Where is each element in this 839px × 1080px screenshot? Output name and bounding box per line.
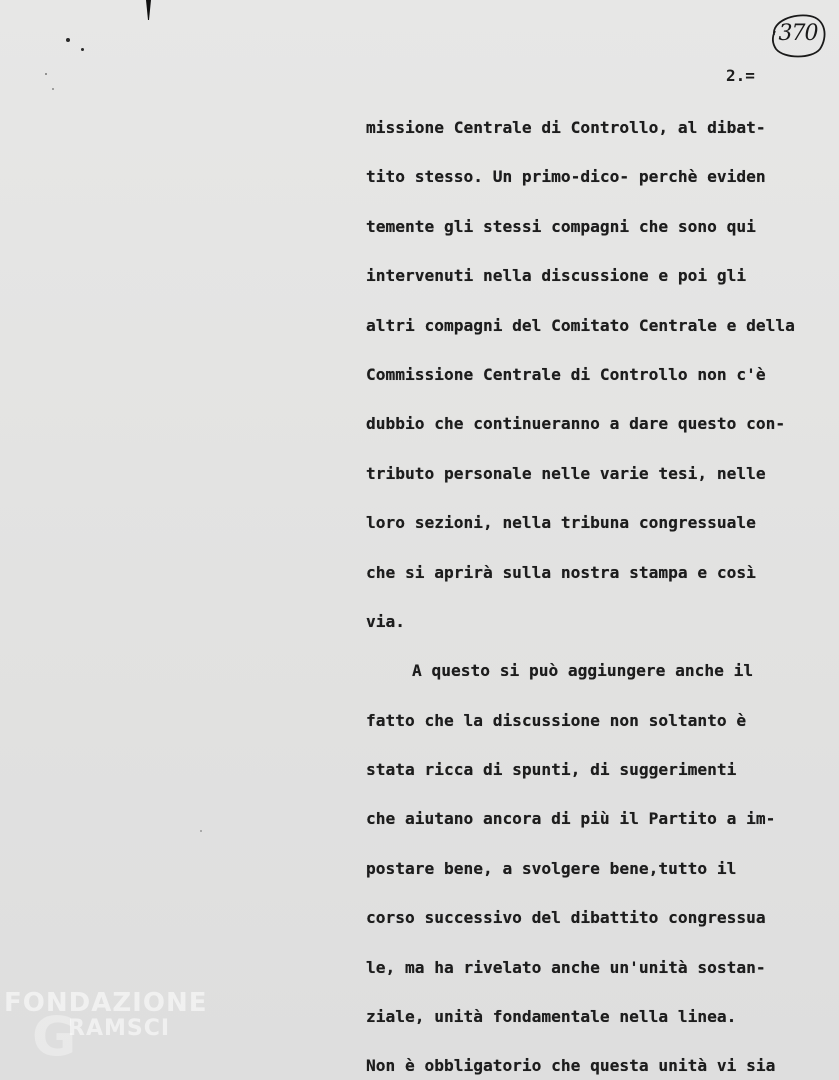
text-line: che aiutano ancora di più il Partito a im- (366, 809, 776, 829)
text-line: intervenuti nella discussione e poi gli (366, 266, 747, 286)
text-line: tributo personale nelle varie tesi, nelle (366, 463, 766, 483)
text-line: corso successivo del dibattito congressua (366, 908, 766, 928)
text-line: dubbio che continueranno a dare questo con- (366, 414, 786, 434)
ink-speck (66, 38, 70, 42)
handwritten-folio-number (766, 11, 830, 61)
ink-speck (45, 73, 47, 75)
text-line: ziale, unità fondamentale nella linea. (366, 1007, 737, 1027)
folio-number: 370 (778, 21, 818, 46)
watermark-letter: G (32, 1005, 77, 1068)
text-line: A questo si può aggiungere anche il (412, 661, 754, 681)
text-line: via. (366, 611, 405, 631)
ink-speck (52, 88, 54, 90)
text-line: missione Centrale di Controllo, al dibat- (366, 118, 766, 137)
text-line: le, ma ha rivelato anche un'unità sostan- (366, 957, 766, 977)
text-line: postare bene, a svolgere bene,tutto il (366, 858, 737, 878)
fondazione-gramsci-watermark (4, 988, 214, 1068)
ink-speck (81, 48, 84, 51)
text-line: altri compagni del Comitato Centrale e della (366, 315, 795, 335)
text-line: loro sezioni, nella tribuna congressuale (366, 513, 756, 533)
edge-mark (146, 0, 151, 20)
text-line: fatto che la discussione non soltanto è (366, 710, 747, 730)
text-line: Commissione Centrale di Controllo non c'è (366, 364, 766, 384)
text-line: tito stesso. Un primo-dico- perchè eviden (366, 167, 766, 187)
watermark-line-2: RAMSCI (68, 1016, 171, 1041)
typewritten-body (366, 110, 826, 1080)
text-line: temente gli stessi compagni che sono qui (366, 216, 756, 236)
text-line: che si aprirà sulla nostra stampa e così (366, 562, 756, 582)
watermark-line-1: FONDAZIONE (4, 988, 208, 1018)
page-number: 2.= (726, 66, 755, 85)
text-line: Non è obbligatorio che questa unità vi sia (366, 1056, 776, 1076)
ink-speck (200, 830, 202, 832)
text-line: stata ricca di spunti, di suggerimenti (366, 760, 737, 780)
